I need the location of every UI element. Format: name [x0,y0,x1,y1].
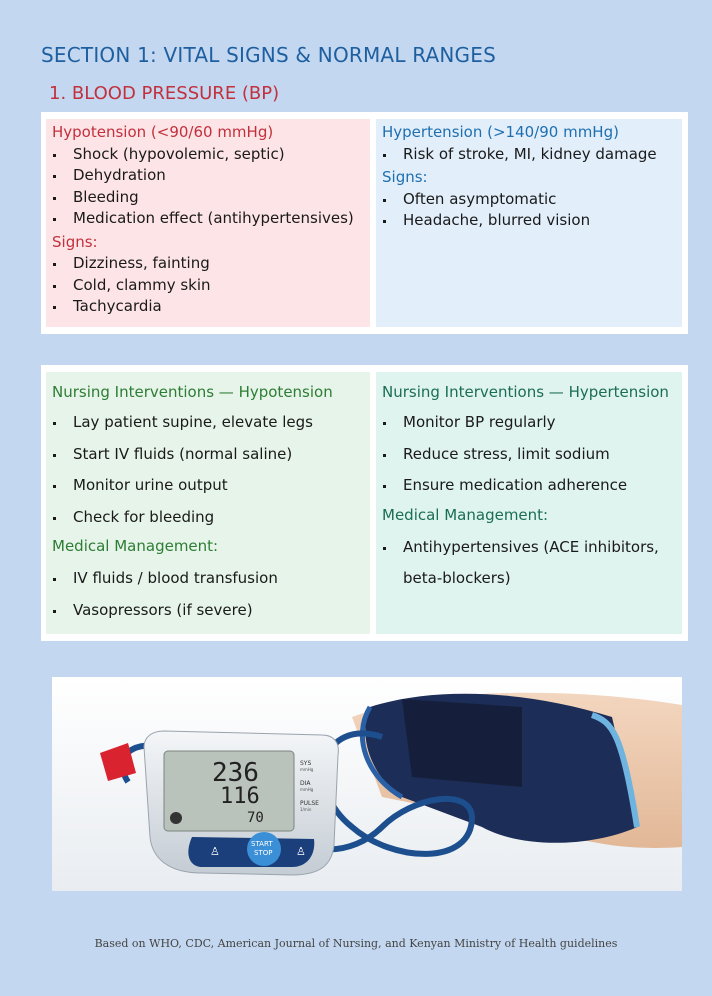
pulse-unit: 1/min [300,807,312,812]
list-item: Medication effect (antihypertensives) [52,208,364,230]
pulse-label: PULSE [300,800,319,807]
hypertension-signs-list [382,189,676,232]
hypertension-card [376,119,682,327]
bp-monitor-photo [52,677,682,891]
interventions-hypertension-card [376,372,682,634]
hypertension-management-list [382,532,676,595]
list-item: Bleeding [52,187,364,209]
interventions-hypotension-heading: Nursing Interventions — Hypotension [52,383,333,401]
hypertension-causes-list [382,144,676,166]
list-item: Reduce stress, limit sodium [382,439,676,471]
hypotension-management-label: Medical Management: [52,537,219,555]
interventions-hypertension-heading: Nursing Interventions — Hypertension [382,383,669,401]
list-item: Headache, blurred vision [382,210,676,232]
hypertension-signs-label: Signs: [382,168,428,186]
source-footnote: Based on WHO, CDC, American Journal of Nursing, and Kenyan Ministry of Health guidelines [94,937,618,950]
list-item: Dizziness, fainting [52,253,364,275]
list-item: Risk of stroke, MI, kidney damage [382,144,676,166]
user1-icon: ♙ [210,845,220,858]
user2-icon: ♙ [296,845,306,858]
section-title: SECTION 1: VITAL SIGNS & NORMAL RANGES [41,43,496,67]
pulse-value: 70 [247,810,264,826]
bp-monitor-illustration [52,677,682,891]
list-item: Monitor urine output [52,470,364,502]
list-item: Shock (hypovolemic, septic) [52,144,364,166]
stop-label: STOP [254,849,273,857]
list-item: Cold, clammy skin [52,275,364,297]
list-item: Tachycardia [52,296,364,318]
sys-value: 236 [212,758,259,788]
sys-unit: mmHg [300,767,314,772]
dia-unit: mmHg [300,787,314,792]
hypotension-causes-list [52,144,364,230]
hypotension-signs-list [52,253,364,318]
hypertension-heading: Hypertension (>140/90 mmHg) [382,123,619,141]
sys-label: SYS [300,760,312,767]
list-item: Dehydration [52,165,364,187]
hypertension-management-label: Medical Management: [382,505,549,524]
subsection-title: 1. BLOOD PRESSURE (BP) [49,83,280,104]
hypotension-card [46,119,370,327]
dia-label: DIA [300,780,311,787]
list-item: Start IV fluids (normal saline) [52,439,364,471]
hypotension-signs-label: Signs: [52,232,98,251]
interventions-hypertension-list [382,407,676,502]
interventions-hypotension-list [52,407,364,533]
list-item: Antihypertensives (ACE inhibitors, beta-blockers) [382,532,676,595]
hypotension-management-list [52,563,364,626]
bp-ranges-panel [41,112,688,334]
list-item: Ensure medication adherence [382,470,676,502]
list-item: Often asymptomatic [382,189,676,211]
heart-icon [170,812,182,824]
interventions-hypotension-card [46,372,370,634]
list-item: IV fluids / blood transfusion [52,563,364,595]
nursing-interventions-panel [41,365,688,641]
start-label: START [251,840,273,848]
hypotension-heading: Hypotension (<90/60 mmHg) [52,123,274,141]
dia-value: 116 [220,784,260,809]
list-item: Check for bleeding [52,502,364,534]
list-item: Vasopressors (if severe) [52,595,364,627]
list-item: Lay patient supine, elevate legs [52,407,364,439]
list-item: Monitor BP regularly [382,407,676,439]
